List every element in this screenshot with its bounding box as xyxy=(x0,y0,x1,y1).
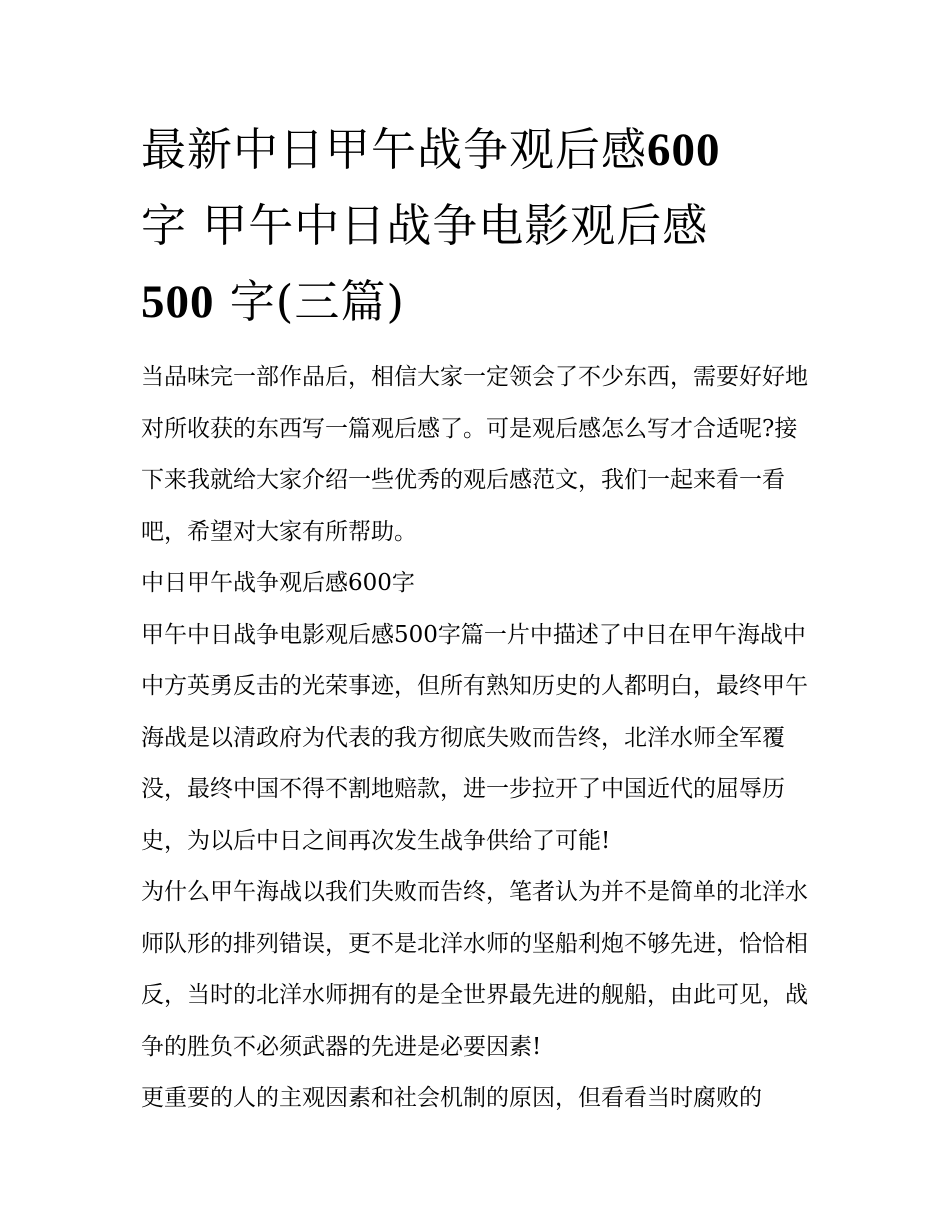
body-paragraph: 为什么甲午海战以我们失败而告终，笔者认为并不是简单的北洋水师队形的排列错误，更不是北洋水师的坚船利炮不够先进，恰恰相反，当时的北洋水师拥有的是全世界最先进的舰船，由此可见，战争的胜负不必须武器的先进是必要因素! xyxy=(141,879,808,1060)
section-heading: 中日甲午战争观后感600字 xyxy=(141,570,415,596)
title-line3-number: 500 xyxy=(141,276,215,328)
body-paragraph: 更重要的人的主观因素和社会机制的原因，但看看当时腐败的 xyxy=(141,1085,762,1111)
document-title xyxy=(141,112,801,340)
title-line1-number: 600 xyxy=(647,124,721,176)
title-line1-text: 最新中日甲午战争观后感 xyxy=(141,123,648,176)
document-content xyxy=(141,112,813,1125)
title-line2-text: 字 甲午中日战争电影观后感 xyxy=(141,199,709,252)
body-paragraph: 甲午中日战争电影观后感500字篇一片中描述了中日在甲午海战中中方英勇反击的光荣事迹，但所有熟知历史的人都明白，最终甲午海战是以清政府为代表的我方彻底失败而告终，北洋水师全军覆没，最终中国不得不割地赔款，进一步拉开了中国近代的屈辱历史，为以后中日之间再次发生战争供给了可能! xyxy=(141,621,808,854)
title-line3-text: 字(三篇) xyxy=(214,275,405,328)
intro-paragraph: 当品味完一部作品后，相信大家一定领会了不少东西，需要好好地对所收获的东西写一篇观后感了。可是观后感怎么写才合适呢?接下来我就给大家介绍一些优秀的观后感范文，我们一起来看一看吧，希望对大家有所帮助。 xyxy=(141,364,808,545)
document-body xyxy=(141,352,813,1125)
